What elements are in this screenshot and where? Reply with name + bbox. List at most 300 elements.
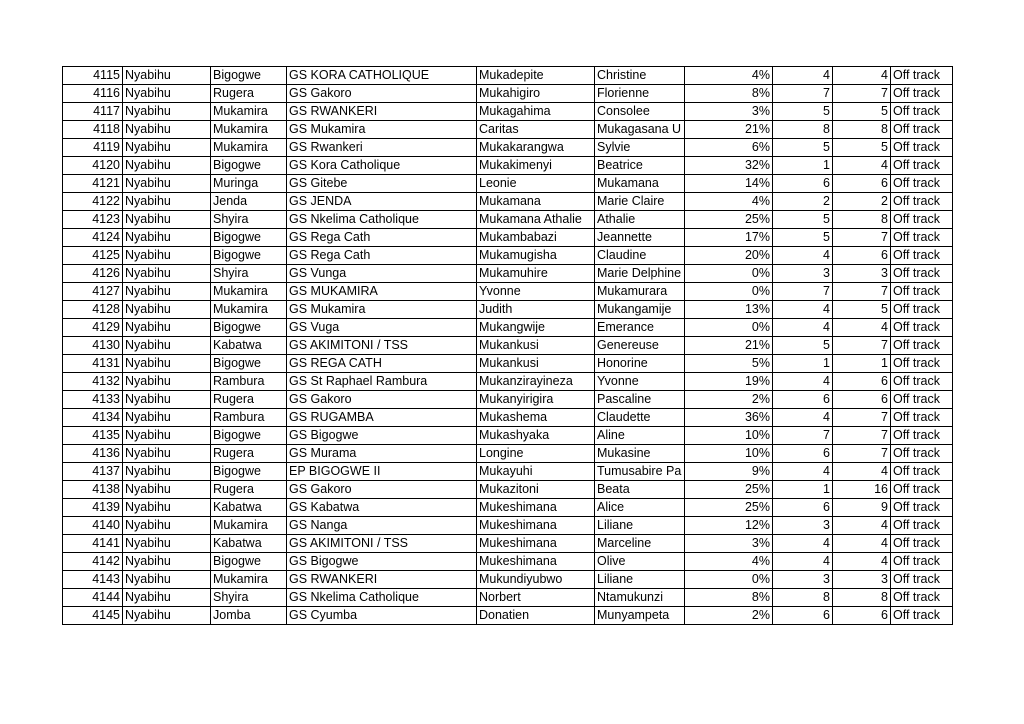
cell-score-b: 3 [833, 571, 891, 589]
cell-score-b: 4 [833, 535, 891, 553]
cell-school: GS RWANKERI [287, 571, 477, 589]
cell-percent: 10% [685, 427, 773, 445]
cell-first-name: Beata [595, 481, 685, 499]
cell-score-b: 8 [833, 121, 891, 139]
cell-status: Off track [891, 229, 953, 247]
cell-first-name: Marceline [595, 535, 685, 553]
cell-school: GS RUGAMBA [287, 409, 477, 427]
cell-score-b: 3 [833, 265, 891, 283]
cell-district: Nyabihu [123, 607, 211, 625]
cell-sector: Rugera [211, 85, 287, 103]
cell-score-b: 4 [833, 67, 891, 85]
cell-status: Off track [891, 283, 953, 301]
table-row [63, 67, 953, 85]
cell-score-b: 6 [833, 607, 891, 625]
cell-score-b: 7 [833, 445, 891, 463]
cell-sector: Bigogwe [211, 157, 287, 175]
cell-school: GS Mukamira [287, 301, 477, 319]
cell-school: GS Vunga [287, 265, 477, 283]
cell-sector: Mukamira [211, 301, 287, 319]
cell-first-name: Pascaline [595, 391, 685, 409]
cell-percent: 4% [685, 193, 773, 211]
cell-sector: Shyira [211, 265, 287, 283]
cell-score-b: 7 [833, 283, 891, 301]
cell-sector: Rambura [211, 373, 287, 391]
table-row [63, 463, 953, 481]
cell-percent: 4% [685, 67, 773, 85]
cell-row-number: 4134 [63, 409, 123, 427]
cell-percent: 3% [685, 535, 773, 553]
cell-row-number: 4137 [63, 463, 123, 481]
cell-percent: 17% [685, 229, 773, 247]
cell-last-name: Mukamana [477, 193, 595, 211]
cell-district: Nyabihu [123, 463, 211, 481]
cell-row-number: 4136 [63, 445, 123, 463]
table-row [63, 319, 953, 337]
cell-district: Nyabihu [123, 355, 211, 373]
table-row [63, 427, 953, 445]
cell-sector: Bigogwe [211, 427, 287, 445]
cell-last-name: Mukankusi [477, 355, 595, 373]
cell-school: GS JENDA [287, 193, 477, 211]
cell-district: Nyabihu [123, 193, 211, 211]
cell-score-b: 4 [833, 553, 891, 571]
cell-percent: 12% [685, 517, 773, 535]
cell-sector: Rugera [211, 445, 287, 463]
cell-school: GS Rega Cath [287, 229, 477, 247]
cell-last-name: Mukamuhire [477, 265, 595, 283]
table-row [63, 337, 953, 355]
cell-first-name: Honorine [595, 355, 685, 373]
cell-first-name: Aline [595, 427, 685, 445]
cell-last-name: Mukeshimana [477, 499, 595, 517]
cell-score-a: 4 [773, 409, 833, 427]
cell-sector: Rugera [211, 391, 287, 409]
table-row [63, 445, 953, 463]
cell-sector: Kabatwa [211, 337, 287, 355]
cell-score-b: 9 [833, 499, 891, 517]
cell-last-name: Mukanyirigira [477, 391, 595, 409]
cell-status: Off track [891, 193, 953, 211]
table-row [63, 157, 953, 175]
cell-last-name: Mukashyaka [477, 427, 595, 445]
cell-last-name: Mukeshimana [477, 535, 595, 553]
cell-score-b: 2 [833, 193, 891, 211]
cell-score-a: 4 [773, 301, 833, 319]
cell-score-b: 7 [833, 229, 891, 247]
cell-row-number: 4140 [63, 517, 123, 535]
cell-percent: 13% [685, 301, 773, 319]
cell-first-name: Marie Delphine [595, 265, 685, 283]
cell-row-number: 4138 [63, 481, 123, 499]
cell-percent: 5% [685, 355, 773, 373]
cell-percent: 4% [685, 553, 773, 571]
cell-last-name: Mukahigiro [477, 85, 595, 103]
cell-score-a: 4 [773, 319, 833, 337]
cell-last-name: Donatien [477, 607, 595, 625]
table-row [63, 175, 953, 193]
cell-sector: Jenda [211, 193, 287, 211]
cell-first-name: Olive [595, 553, 685, 571]
cell-first-name: Mukasine [595, 445, 685, 463]
table-row [63, 499, 953, 517]
cell-school: GS AKIMITONI / TSS [287, 535, 477, 553]
cell-status: Off track [891, 247, 953, 265]
table-body [63, 67, 953, 625]
cell-score-a: 6 [773, 445, 833, 463]
cell-last-name: Mukakimenyi [477, 157, 595, 175]
cell-score-b: 4 [833, 463, 891, 481]
table-row [63, 391, 953, 409]
cell-district: Nyabihu [123, 409, 211, 427]
cell-sector: Bigogwe [211, 553, 287, 571]
table-row [63, 517, 953, 535]
cell-sector: Bigogwe [211, 355, 287, 373]
cell-percent: 2% [685, 607, 773, 625]
cell-score-b: 8 [833, 211, 891, 229]
cell-district: Nyabihu [123, 481, 211, 499]
cell-school: GS Kora Catholique [287, 157, 477, 175]
cell-status: Off track [891, 319, 953, 337]
cell-school: GS Vuga [287, 319, 477, 337]
cell-first-name: Liliane [595, 571, 685, 589]
cell-school: GS Nkelima Catholique [287, 211, 477, 229]
cell-school: GS Mukamira [287, 121, 477, 139]
cell-status: Off track [891, 481, 953, 499]
cell-score-a: 2 [773, 193, 833, 211]
cell-status: Off track [891, 517, 953, 535]
cell-percent: 19% [685, 373, 773, 391]
cell-row-number: 4126 [63, 265, 123, 283]
cell-sector: Mukamira [211, 283, 287, 301]
cell-row-number: 4128 [63, 301, 123, 319]
cell-last-name: Longine [477, 445, 595, 463]
cell-row-number: 4132 [63, 373, 123, 391]
cell-sector: Shyira [211, 589, 287, 607]
cell-status: Off track [891, 67, 953, 85]
cell-row-number: 4144 [63, 589, 123, 607]
cell-first-name: Mukangamije [595, 301, 685, 319]
cell-school: GS Kabatwa [287, 499, 477, 517]
cell-first-name: Marie Claire [595, 193, 685, 211]
cell-score-a: 8 [773, 121, 833, 139]
cell-percent: 25% [685, 211, 773, 229]
table-row [63, 121, 953, 139]
cell-last-name: Mukundiyubwo [477, 571, 595, 589]
cell-percent: 8% [685, 589, 773, 607]
cell-score-a: 6 [773, 499, 833, 517]
cell-first-name: Ntamukunzi [595, 589, 685, 607]
table-row [63, 103, 953, 121]
cell-first-name: Florienne [595, 85, 685, 103]
cell-percent: 10% [685, 445, 773, 463]
cell-school: GS AKIMITONI / TSS [287, 337, 477, 355]
cell-row-number: 4143 [63, 571, 123, 589]
cell-score-b: 6 [833, 391, 891, 409]
cell-score-a: 5 [773, 139, 833, 157]
table-row [63, 193, 953, 211]
cell-status: Off track [891, 337, 953, 355]
cell-district: Nyabihu [123, 589, 211, 607]
cell-status: Off track [891, 463, 953, 481]
cell-row-number: 4145 [63, 607, 123, 625]
cell-last-name: Mukagahima [477, 103, 595, 121]
table-row [63, 553, 953, 571]
cell-district: Nyabihu [123, 319, 211, 337]
cell-status: Off track [891, 85, 953, 103]
cell-district: Nyabihu [123, 85, 211, 103]
cell-status: Off track [891, 355, 953, 373]
cell-row-number: 4124 [63, 229, 123, 247]
cell-district: Nyabihu [123, 283, 211, 301]
cell-sector: Muringa [211, 175, 287, 193]
cell-first-name: Mukamurara [595, 283, 685, 301]
cell-first-name: Mukamana [595, 175, 685, 193]
cell-district: Nyabihu [123, 139, 211, 157]
cell-school: GS Nanga [287, 517, 477, 535]
table-row [63, 283, 953, 301]
cell-score-a: 3 [773, 265, 833, 283]
cell-last-name: Mukeshimana [477, 553, 595, 571]
cell-first-name: Claudette [595, 409, 685, 427]
cell-score-a: 6 [773, 175, 833, 193]
cell-status: Off track [891, 265, 953, 283]
cell-percent: 0% [685, 283, 773, 301]
cell-district: Nyabihu [123, 175, 211, 193]
cell-row-number: 4115 [63, 67, 123, 85]
cell-last-name: Leonie [477, 175, 595, 193]
cell-status: Off track [891, 571, 953, 589]
cell-score-a: 6 [773, 391, 833, 409]
cell-status: Off track [891, 553, 953, 571]
cell-district: Nyabihu [123, 337, 211, 355]
cell-score-b: 6 [833, 247, 891, 265]
cell-score-a: 3 [773, 571, 833, 589]
cell-score-a: 5 [773, 229, 833, 247]
cell-score-a: 7 [773, 427, 833, 445]
cell-row-number: 4127 [63, 283, 123, 301]
cell-district: Nyabihu [123, 427, 211, 445]
table-row [63, 247, 953, 265]
cell-percent: 21% [685, 337, 773, 355]
cell-score-a: 1 [773, 157, 833, 175]
cell-sector: Mukamira [211, 517, 287, 535]
table-row [63, 229, 953, 247]
cell-last-name: Mukankusi [477, 337, 595, 355]
cell-sector: Shyira [211, 211, 287, 229]
cell-school: GS Bigogwe [287, 553, 477, 571]
cell-percent: 25% [685, 499, 773, 517]
table-row [63, 265, 953, 283]
cell-status: Off track [891, 427, 953, 445]
cell-last-name: Mukashema [477, 409, 595, 427]
cell-status: Off track [891, 373, 953, 391]
table-row [63, 373, 953, 391]
cell-score-a: 6 [773, 607, 833, 625]
table-row [63, 535, 953, 553]
cell-first-name: Emerance [595, 319, 685, 337]
cell-score-b: 7 [833, 85, 891, 103]
cell-status: Off track [891, 103, 953, 121]
cell-status: Off track [891, 499, 953, 517]
cell-status: Off track [891, 391, 953, 409]
cell-last-name: Mukambabazi [477, 229, 595, 247]
cell-score-a: 4 [773, 373, 833, 391]
cell-district: Nyabihu [123, 103, 211, 121]
cell-row-number: 4139 [63, 499, 123, 517]
cell-percent: 36% [685, 409, 773, 427]
cell-score-b: 7 [833, 409, 891, 427]
cell-last-name: Judith [477, 301, 595, 319]
cell-district: Nyabihu [123, 373, 211, 391]
cell-status: Off track [891, 589, 953, 607]
cell-sector: Bigogwe [211, 463, 287, 481]
cell-district: Nyabihu [123, 553, 211, 571]
cell-first-name: Christine [595, 67, 685, 85]
cell-school: GS Rwankeri [287, 139, 477, 157]
cell-percent: 8% [685, 85, 773, 103]
cell-district: Nyabihu [123, 157, 211, 175]
cell-district: Nyabihu [123, 535, 211, 553]
cell-sector: Mukamira [211, 121, 287, 139]
cell-row-number: 4133 [63, 391, 123, 409]
cell-school: GS Cyumba [287, 607, 477, 625]
cell-row-number: 4119 [63, 139, 123, 157]
cell-district: Nyabihu [123, 517, 211, 535]
cell-district: Nyabihu [123, 211, 211, 229]
cell-school: GS Gakoro [287, 391, 477, 409]
cell-school: GS Rega Cath [287, 247, 477, 265]
cell-status: Off track [891, 409, 953, 427]
table-row [63, 85, 953, 103]
table-row [63, 301, 953, 319]
table-row [63, 571, 953, 589]
cell-last-name: Mukayuhi [477, 463, 595, 481]
cell-row-number: 4117 [63, 103, 123, 121]
cell-status: Off track [891, 175, 953, 193]
cell-percent: 32% [685, 157, 773, 175]
cell-score-b: 8 [833, 589, 891, 607]
cell-row-number: 4120 [63, 157, 123, 175]
cell-status: Off track [891, 445, 953, 463]
cell-first-name: Sylvie [595, 139, 685, 157]
cell-status: Off track [891, 211, 953, 229]
cell-sector: Mukamira [211, 139, 287, 157]
cell-score-b: 6 [833, 175, 891, 193]
cell-school: GS Gitebe [287, 175, 477, 193]
table-row [63, 409, 953, 427]
table-row [63, 355, 953, 373]
data-table [62, 66, 953, 625]
cell-school: GS Murama [287, 445, 477, 463]
table-row [63, 481, 953, 499]
table-row [63, 607, 953, 625]
cell-score-b: 6 [833, 373, 891, 391]
cell-sector: Rugera [211, 481, 287, 499]
cell-first-name: Genereuse [595, 337, 685, 355]
cell-first-name: Alice [595, 499, 685, 517]
cell-district: Nyabihu [123, 265, 211, 283]
cell-school: GS Nkelima Catholique [287, 589, 477, 607]
cell-sector: Rambura [211, 409, 287, 427]
cell-sector: Mukamira [211, 103, 287, 121]
cell-status: Off track [891, 121, 953, 139]
cell-first-name: Claudine [595, 247, 685, 265]
cell-score-a: 7 [773, 85, 833, 103]
cell-sector: Bigogwe [211, 67, 287, 85]
cell-score-b: 16 [833, 481, 891, 499]
cell-score-a: 7 [773, 283, 833, 301]
cell-row-number: 4131 [63, 355, 123, 373]
cell-status: Off track [891, 157, 953, 175]
cell-score-a: 3 [773, 517, 833, 535]
cell-row-number: 4130 [63, 337, 123, 355]
cell-percent: 25% [685, 481, 773, 499]
cell-percent: 20% [685, 247, 773, 265]
cell-score-b: 4 [833, 319, 891, 337]
cell-school: EP BIGOGWE II [287, 463, 477, 481]
cell-first-name: Tumusabire Pa [595, 463, 685, 481]
cell-percent: 0% [685, 571, 773, 589]
cell-row-number: 4125 [63, 247, 123, 265]
cell-percent: 21% [685, 121, 773, 139]
cell-row-number: 4141 [63, 535, 123, 553]
cell-sector: Mukamira [211, 571, 287, 589]
cell-last-name: Mukakarangwa [477, 139, 595, 157]
cell-school: GS REGA CATH [287, 355, 477, 373]
cell-score-a: 4 [773, 463, 833, 481]
cell-last-name: Mukadepite [477, 67, 595, 85]
cell-sector: Bigogwe [211, 319, 287, 337]
cell-score-a: 4 [773, 535, 833, 553]
cell-row-number: 4121 [63, 175, 123, 193]
cell-sector: Bigogwe [211, 229, 287, 247]
cell-percent: 14% [685, 175, 773, 193]
cell-score-a: 8 [773, 589, 833, 607]
cell-last-name: Yvonne [477, 283, 595, 301]
cell-percent: 0% [685, 265, 773, 283]
cell-row-number: 4123 [63, 211, 123, 229]
cell-district: Nyabihu [123, 247, 211, 265]
cell-sector: Jomba [211, 607, 287, 625]
cell-status: Off track [891, 301, 953, 319]
cell-school: GS KORA CATHOLIQUE [287, 67, 477, 85]
cell-last-name: Mukeshimana [477, 517, 595, 535]
cell-score-a: 5 [773, 337, 833, 355]
cell-row-number: 4142 [63, 553, 123, 571]
cell-first-name: Liliane [595, 517, 685, 535]
cell-first-name: Athalie [595, 211, 685, 229]
cell-school: GS St Raphael Rambura [287, 373, 477, 391]
table-row [63, 589, 953, 607]
cell-row-number: 4129 [63, 319, 123, 337]
cell-district: Nyabihu [123, 445, 211, 463]
cell-status: Off track [891, 607, 953, 625]
cell-district: Nyabihu [123, 499, 211, 517]
cell-first-name: Yvonne [595, 373, 685, 391]
cell-score-b: 4 [833, 517, 891, 535]
cell-school: GS MUKAMIRA [287, 283, 477, 301]
cell-score-b: 5 [833, 301, 891, 319]
cell-score-b: 5 [833, 103, 891, 121]
cell-score-b: 7 [833, 427, 891, 445]
cell-last-name: Mukamana Athalie [477, 211, 595, 229]
cell-last-name: Norbert [477, 589, 595, 607]
cell-score-a: 1 [773, 481, 833, 499]
cell-first-name: Munyampeta [595, 607, 685, 625]
cell-status: Off track [891, 535, 953, 553]
cell-last-name: Mukamugisha [477, 247, 595, 265]
